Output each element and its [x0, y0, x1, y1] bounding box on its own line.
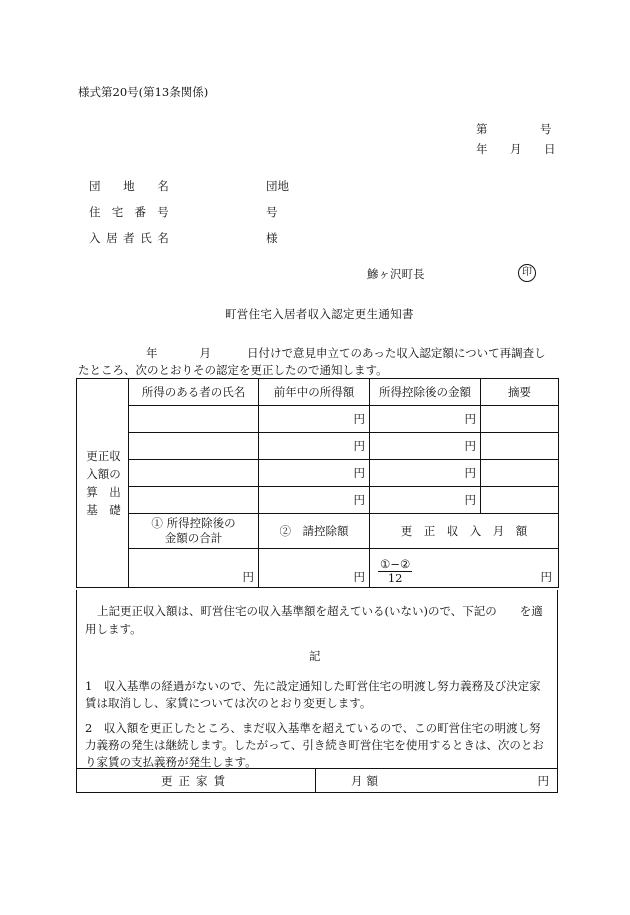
intro-text-line1: 日付けで意見申立てのあった収入認定額について再調査し [247, 346, 546, 360]
header-income-earner-name: 所得のある者の氏名 [129, 379, 259, 406]
prev-income-cell[interactable]: 円 [259, 406, 370, 433]
after-deduction-cell[interactable]: 円 [370, 460, 481, 487]
after-deduction-cell[interactable]: 円 [370, 487, 481, 514]
earner-name-cell[interactable] [129, 433, 259, 460]
remarks-cell[interactable] [481, 406, 559, 433]
income-calculation-table [76, 378, 559, 588]
remarks-cell[interactable] [481, 487, 559, 514]
prev-income-cell[interactable]: 円 [259, 460, 370, 487]
remarks-cell[interactable] [481, 433, 559, 460]
revised-rent-label: 更正家賃 [77, 769, 316, 793]
revised-rent-yen[interactable]: 円 [537, 774, 549, 788]
document-title: 町営住宅入居者収入認定更生通知書 [225, 307, 414, 321]
house-number-suffix: 号 [266, 205, 278, 219]
intro-month: 月 [199, 346, 211, 360]
after-deduction-cell[interactable]: 円 [370, 406, 481, 433]
earner-name-cell[interactable] [129, 487, 259, 514]
table-row [77, 487, 559, 514]
table-row [77, 433, 559, 460]
notice-item-1: 1 収入基準の経過がないので、先に設定通知した町営住宅の明渡し努力義務及び決定家賃は取消しし、家賃については次のとおり変更します。 [85, 679, 541, 710]
date-year-label: 年 [476, 142, 488, 156]
complex-name-suffix: 団地 [266, 179, 289, 193]
notice-paragraph: 上記更正収入額は、町営住宅の収入基準額を超えている(いない)ので、下記の を適用します。 [85, 604, 543, 636]
issuer-mayor: 鰺ヶ沢町長 [367, 267, 425, 281]
monthly-formula: $\frac{\text{①−②}}{12}$ [380, 557, 411, 585]
monthly-income-yen: 円 [540, 570, 552, 584]
monthly-amount-label: 月額 [351, 774, 382, 788]
intro-paragraph [78, 345, 558, 379]
monthly-income-cell[interactable] [370, 549, 559, 588]
calculation-basis-label: 更正収 入額の 算 出 基 礎 [77, 379, 129, 588]
earner-name-cell[interactable] [129, 460, 259, 487]
earner-name-cell[interactable] [129, 406, 259, 433]
total-after-deduction-header: ① 所得控除後の 金額の合計 [129, 514, 259, 549]
deduction-cell[interactable]: 円 [259, 549, 370, 588]
complex-name-label: 団 地 名 [89, 179, 169, 193]
date-day-label: 日 [544, 142, 556, 156]
form-number: 様式第20号(第13条関係) [78, 85, 209, 99]
header-after-deduction: 所得控除後の金額 [370, 379, 481, 406]
header-previous-year-income: 前年中の所得額 [259, 379, 370, 406]
intro-text-line2: たところ、次のとおりその認定を更正したので通知します。 [78, 363, 388, 377]
monthly-income-header: 更 正 収 入 月 額 [370, 514, 559, 549]
table-row [77, 460, 559, 487]
revised-rent-row [77, 768, 557, 793]
seal-icon: 印 [518, 264, 536, 282]
deduction-header: ② 請控除額 [259, 514, 370, 549]
after-deduction-cell[interactable]: 円 [370, 433, 481, 460]
total-after-deduction-cell[interactable]: 円 [129, 549, 259, 588]
resident-name-label: 入 居 者 氏 名 [89, 231, 169, 245]
house-number-label: 住 宅 番 号 [89, 205, 169, 219]
table-row [77, 406, 559, 433]
document-number-suffix: 号 [540, 122, 552, 136]
notice-section [76, 590, 558, 793]
resident-name-suffix: 様 [266, 231, 278, 245]
ki-heading: 記 [309, 649, 321, 663]
notice-item-2: 2 収入額を更正したところ、まだ収入基準を超えているので、この町営住宅の明渡し努力義務の発生は継続します。したがって、引き続き町営住宅を使用するときは、次のとおり家賃の支払義務が発生します。 [85, 721, 544, 769]
prev-income-cell[interactable]: 円 [259, 487, 370, 514]
date-month-label: 月 [510, 142, 522, 156]
prev-income-cell[interactable]: 円 [259, 433, 370, 460]
document-number-label: 第 [476, 122, 488, 136]
remarks-cell[interactable] [481, 460, 559, 487]
intro-year: 年 [146, 346, 158, 360]
header-remarks: 摘要 [481, 379, 559, 406]
